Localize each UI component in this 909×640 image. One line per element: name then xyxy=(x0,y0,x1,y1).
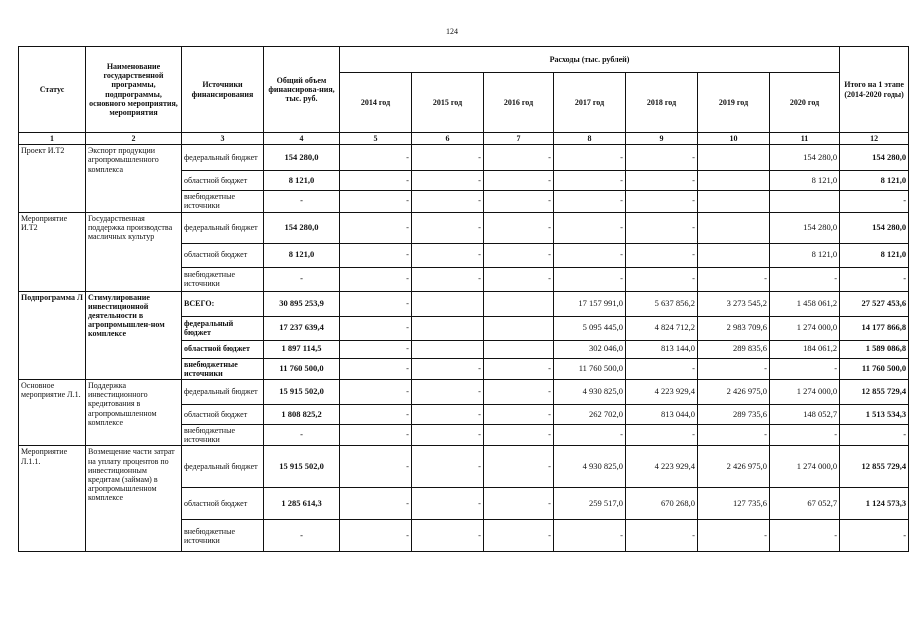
year-value xyxy=(484,316,554,340)
stage-total: 27 527 453,6 xyxy=(840,291,909,316)
year-value: 2 426 975,0 xyxy=(698,446,770,488)
year-value: - xyxy=(340,404,412,424)
year-value: - xyxy=(484,424,554,445)
stage-total: 1 513 534,3 xyxy=(840,404,909,424)
row-status: Основное мероприятие Л.1. xyxy=(19,379,86,445)
column-number: 7 xyxy=(484,133,554,145)
year-value: - xyxy=(484,145,554,171)
year-value: 11 760 500,0 xyxy=(554,358,626,379)
column-number: 3 xyxy=(182,133,264,145)
funding-source: областной бюджет xyxy=(182,340,264,358)
year-value: - xyxy=(412,488,484,520)
row-name: Стимулирование инвестиционной деятельности в агропромышлен-ном комплексе xyxy=(86,291,182,379)
year-value: 259 517,0 xyxy=(554,488,626,520)
stage-total: - xyxy=(840,424,909,445)
page-number: 124 xyxy=(446,27,458,36)
year-value xyxy=(412,291,484,316)
year-value: - xyxy=(412,446,484,488)
year-value: 4 930 825,0 xyxy=(554,379,626,404)
year-value: - xyxy=(484,379,554,404)
year-value: - xyxy=(340,520,412,552)
year-value: 67 052,7 xyxy=(770,488,840,520)
header-year: 2019 год xyxy=(698,73,770,133)
year-value: 5 637 856,2 xyxy=(626,291,698,316)
total-volume: 8 121,0 xyxy=(264,243,340,267)
year-value: - xyxy=(340,191,412,212)
total-volume: 8 121,0 xyxy=(264,171,340,191)
total-volume: 17 237 639,4 xyxy=(264,316,340,340)
stage-total: 154 280,0 xyxy=(840,212,909,243)
year-value: - xyxy=(340,488,412,520)
total-volume: 15 915 502,0 xyxy=(264,379,340,404)
header-status: Статус xyxy=(19,47,86,133)
year-value: 262 702,0 xyxy=(554,404,626,424)
stage-total: 12 855 729,4 xyxy=(840,446,909,488)
funding-source: федеральный бюджет xyxy=(182,379,264,404)
year-value xyxy=(698,191,770,212)
table-row xyxy=(19,212,909,243)
stage-total: 11 760 500,0 xyxy=(840,358,909,379)
year-value: - xyxy=(340,340,412,358)
stage-total: 1 124 573,3 xyxy=(840,488,909,520)
row-status: Проект И.Т2 xyxy=(19,145,86,212)
total-volume: - xyxy=(264,520,340,552)
year-value xyxy=(484,291,554,316)
year-value xyxy=(698,243,770,267)
stage-total: - xyxy=(840,267,909,291)
table-row xyxy=(19,446,909,488)
total-volume: 1 285 614,3 xyxy=(264,488,340,520)
year-value: - xyxy=(484,520,554,552)
year-value: - xyxy=(484,358,554,379)
year-value: 127 735,6 xyxy=(698,488,770,520)
year-value: 154 280,0 xyxy=(770,212,840,243)
year-value xyxy=(484,340,554,358)
column-number: 5 xyxy=(340,133,412,145)
year-value: 1 274 000,0 xyxy=(770,379,840,404)
year-value: 302 046,0 xyxy=(554,340,626,358)
column-number: 1 xyxy=(19,133,86,145)
year-value: - xyxy=(554,145,626,171)
header-expenses: Расходы (тыс. рублей) xyxy=(340,47,840,73)
stage-total: 1 589 086,8 xyxy=(840,340,909,358)
year-value: - xyxy=(554,424,626,445)
funding-source: внебюджетные источники xyxy=(182,520,264,552)
year-value: 4 223 929,4 xyxy=(626,379,698,404)
stage-total: 8 121,0 xyxy=(840,243,909,267)
year-value: 670 268,0 xyxy=(626,488,698,520)
funding-source: федеральный бюджет xyxy=(182,316,264,340)
year-value: - xyxy=(554,171,626,191)
year-value: 813 144,0 xyxy=(626,340,698,358)
column-number: 4 xyxy=(264,133,340,145)
funding-source: внебюджетные источники xyxy=(182,191,264,212)
year-value xyxy=(412,340,484,358)
total-volume: - xyxy=(264,424,340,445)
year-value: - xyxy=(554,191,626,212)
header-year: 2014 год xyxy=(340,73,412,133)
year-value: - xyxy=(770,520,840,552)
year-value: - xyxy=(412,404,484,424)
year-value: - xyxy=(554,267,626,291)
year-value: - xyxy=(412,358,484,379)
row-status: Подпрограмма Л xyxy=(19,291,86,379)
year-value: 289 835,6 xyxy=(698,340,770,358)
total-volume: 30 895 253,9 xyxy=(264,291,340,316)
year-value: - xyxy=(698,358,770,379)
row-status: Мероприятие Л.1.1. xyxy=(19,446,86,552)
year-value: - xyxy=(626,243,698,267)
year-value: - xyxy=(554,212,626,243)
funding-source: областной бюджет xyxy=(182,243,264,267)
year-value xyxy=(412,316,484,340)
table-body xyxy=(19,145,909,552)
year-value: 184 061,2 xyxy=(770,340,840,358)
year-value: - xyxy=(626,267,698,291)
funding-source: внебюджетные источники xyxy=(182,267,264,291)
year-value: - xyxy=(626,358,698,379)
year-value: - xyxy=(626,212,698,243)
year-value: 4 824 712,2 xyxy=(626,316,698,340)
year-value: - xyxy=(554,243,626,267)
year-value xyxy=(770,191,840,212)
header-year: 2017 год xyxy=(554,73,626,133)
funding-source: областной бюджет xyxy=(182,404,264,424)
year-value: - xyxy=(484,171,554,191)
year-value: - xyxy=(484,212,554,243)
total-volume: 11 760 500,0 xyxy=(264,358,340,379)
year-value xyxy=(698,212,770,243)
year-value: - xyxy=(340,358,412,379)
column-number: 9 xyxy=(626,133,698,145)
year-value: 154 280,0 xyxy=(770,145,840,171)
year-value: 289 735,6 xyxy=(698,404,770,424)
header-total-volume: Общий объем финансирова-ния, тыс. руб. xyxy=(264,47,340,133)
year-value: - xyxy=(626,520,698,552)
funding-source: внебюджетные источники xyxy=(182,424,264,445)
funding-source: федеральный бюджет xyxy=(182,446,264,488)
year-value: - xyxy=(340,267,412,291)
year-value: - xyxy=(554,520,626,552)
table-row xyxy=(19,379,909,404)
year-value: - xyxy=(770,424,840,445)
table-row xyxy=(19,291,909,316)
row-name: Государственная поддержка производства масличных культур xyxy=(86,212,182,291)
row-name: Поддержка инвестиционного кредитования в агропромышленном комплексе xyxy=(86,379,182,445)
year-value: - xyxy=(340,212,412,243)
total-volume: - xyxy=(264,191,340,212)
column-number-row xyxy=(19,133,909,145)
funding-source: ВСЕГО: xyxy=(182,291,264,316)
funding-source: федеральный бюджет xyxy=(182,212,264,243)
total-volume: 1 808 825,2 xyxy=(264,404,340,424)
header-sources: Источники финансирования xyxy=(182,47,264,133)
year-value: - xyxy=(340,316,412,340)
year-value: 8 121,0 xyxy=(770,171,840,191)
total-volume: 15 915 502,0 xyxy=(264,446,340,488)
year-value: - xyxy=(626,191,698,212)
year-value: 17 157 991,0 xyxy=(554,291,626,316)
stage-total: 12 855 729,4 xyxy=(840,379,909,404)
column-number: 12 xyxy=(840,133,909,145)
year-value: 5 095 445,0 xyxy=(554,316,626,340)
header-stage-total: Итого на 1 этапе (2014-2020 годы) xyxy=(840,47,909,133)
year-value: - xyxy=(484,191,554,212)
year-value: - xyxy=(412,212,484,243)
year-value: - xyxy=(484,488,554,520)
year-value: - xyxy=(626,145,698,171)
stage-total: - xyxy=(840,191,909,212)
year-value: - xyxy=(770,358,840,379)
year-value: - xyxy=(484,267,554,291)
total-volume: 1 897 114,5 xyxy=(264,340,340,358)
year-value: - xyxy=(770,267,840,291)
column-number: 2 xyxy=(86,133,182,145)
column-number: 6 xyxy=(412,133,484,145)
year-value: - xyxy=(412,171,484,191)
table-row xyxy=(19,145,909,171)
year-value: - xyxy=(412,520,484,552)
year-value: 148 052,7 xyxy=(770,404,840,424)
year-value xyxy=(698,171,770,191)
funding-source: областной бюджет xyxy=(182,171,264,191)
year-value: 1 274 000,0 xyxy=(770,316,840,340)
year-value: - xyxy=(484,446,554,488)
budget-table xyxy=(18,46,909,552)
total-volume: 154 280,0 xyxy=(264,212,340,243)
column-number: 11 xyxy=(770,133,840,145)
year-value: - xyxy=(412,243,484,267)
funding-source: внебюджетные источники xyxy=(182,358,264,379)
year-value: - xyxy=(340,446,412,488)
year-value: - xyxy=(698,424,770,445)
column-number: 10 xyxy=(698,133,770,145)
header-year: 2018 год xyxy=(626,73,698,133)
stage-total: 14 177 866,8 xyxy=(840,316,909,340)
year-value: 4 223 929,4 xyxy=(626,446,698,488)
header-name: Наименование государственной программы, подпрограммы, основного мероприятия, мероприятия xyxy=(86,47,182,133)
year-value: - xyxy=(698,267,770,291)
year-value: - xyxy=(340,171,412,191)
funding-source: федеральный бюджет xyxy=(182,145,264,171)
year-value: 3 273 545,2 xyxy=(698,291,770,316)
stage-total: 8 121,0 xyxy=(840,171,909,191)
year-value: - xyxy=(412,379,484,404)
row-name: Возмещение части затрат на уплату процентов по инвестиционным кредитам (займам) в агропромышленном комплексе xyxy=(86,446,182,552)
header-year: 2020 год xyxy=(770,73,840,133)
year-value: - xyxy=(484,243,554,267)
year-value: - xyxy=(340,145,412,171)
year-value: 2 983 709,6 xyxy=(698,316,770,340)
year-value: - xyxy=(412,267,484,291)
stage-total: - xyxy=(840,520,909,552)
total-volume: - xyxy=(264,267,340,291)
year-value: - xyxy=(698,520,770,552)
row-name: Экспорт продукции агропромышленного комплекса xyxy=(86,145,182,212)
year-value: - xyxy=(484,404,554,424)
year-value: - xyxy=(340,243,412,267)
year-value: 4 930 825,0 xyxy=(554,446,626,488)
year-value: - xyxy=(412,191,484,212)
year-value: - xyxy=(340,379,412,404)
stage-total: 154 280,0 xyxy=(840,145,909,171)
year-value: - xyxy=(626,424,698,445)
year-value: 1 458 061,2 xyxy=(770,291,840,316)
row-status: Мероприятие И.Т2 xyxy=(19,212,86,291)
year-value: - xyxy=(412,424,484,445)
year-value: 8 121,0 xyxy=(770,243,840,267)
year-value: 2 426 975,0 xyxy=(698,379,770,404)
year-value: - xyxy=(412,145,484,171)
year-value: 813 044,0 xyxy=(626,404,698,424)
header-year: 2016 год xyxy=(484,73,554,133)
year-value: - xyxy=(340,424,412,445)
year-value xyxy=(698,145,770,171)
funding-source: областной бюджет xyxy=(182,488,264,520)
column-number: 8 xyxy=(554,133,626,145)
year-value: - xyxy=(340,291,412,316)
year-value: 1 274 000,0 xyxy=(770,446,840,488)
total-volume: 154 280,0 xyxy=(264,145,340,171)
year-value: - xyxy=(626,171,698,191)
header-year: 2015 год xyxy=(412,73,484,133)
